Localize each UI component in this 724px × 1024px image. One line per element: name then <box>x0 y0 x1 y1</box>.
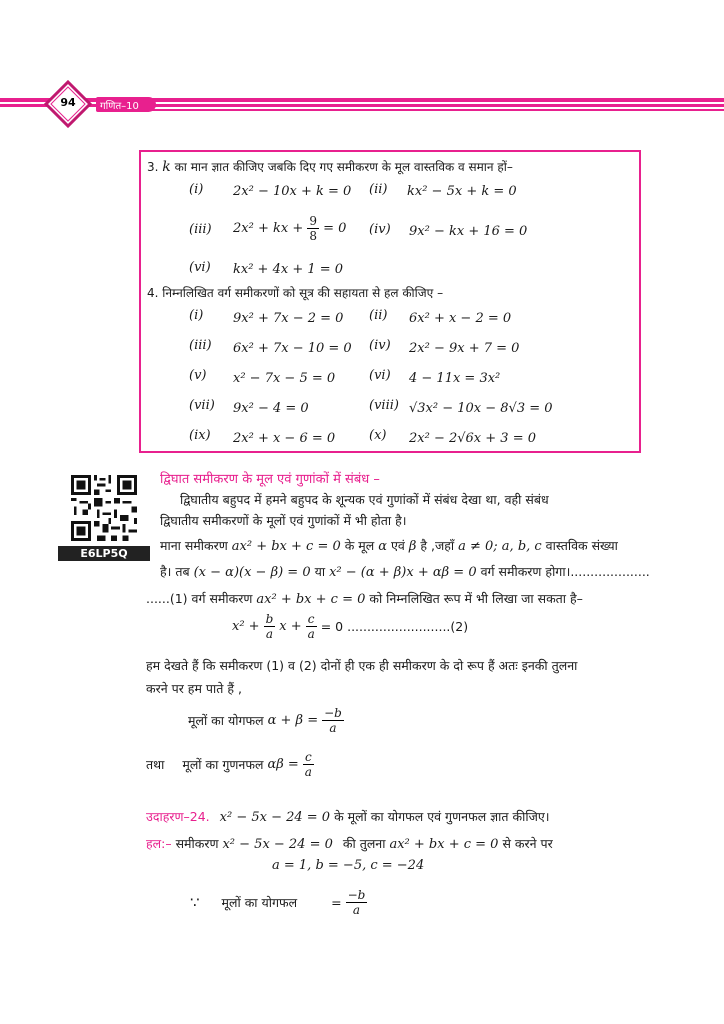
because-symbol: ∵ <box>190 893 200 912</box>
q4-part-label: (iii) <box>189 338 212 353</box>
q3-part-equation: 9x² − kx + 16 = 0 <box>409 224 528 239</box>
q4-part-label: (x) <box>369 428 387 443</box>
q4-part-equation: 6x² + 7x − 10 = 0 <box>233 341 352 356</box>
paragraph-line: द्विघातीय बहुपद में हमने बहुपद के शून्यक एवं गुणांकों में संबंध देखा था, वही संबंध <box>180 492 549 507</box>
q4-part-equation: 2x² − 2√6x + 3 = 0 <box>409 431 536 446</box>
paragraph-line: हम देखते हैं कि समीकरण (1) व (2) दोनों ही एक ही समीकरण के दो रूप हैं अतः इनकी तुलना <box>146 658 578 673</box>
question-3: 3. k का मान ज्ञात कीजिए जबकि दिए गए समीकरण के मूल वास्तविक व समान हों– <box>147 159 513 175</box>
page-number: 94 <box>60 96 76 109</box>
q4-part-label: (ix) <box>189 428 211 443</box>
q4-part-equation: √3x² − 10x − 8√3 = 0 <box>409 401 553 416</box>
q4-part-equation: 2x² − 9x + 7 = 0 <box>409 341 520 356</box>
q3-part-equation: kx² + 4x + 1 = 0 <box>233 262 344 277</box>
solution-sum-line: ∵ मूलों का योगफल = $\frac{-b}{a}$ <box>190 888 366 917</box>
q4-part-label: (vi) <box>369 368 391 383</box>
paragraph-line: माना समीकरण ax² + bx + c = 0 के मूल α एवं β है ,जहाँ a ≠ 0; a, b, c वास्तविक संख्या <box>160 538 618 554</box>
q4-part-equation: x² − 7x − 5 = 0 <box>233 371 336 386</box>
book-title: गणित–10 <box>100 101 139 112</box>
solution-line: हल:– समीकरण x² − 5x − 24 = 0 की तुलना ax² + bx + c = 0 से करने पर <box>146 836 553 852</box>
q4-part-label: (i) <box>189 308 204 323</box>
q4-part-label: (viii) <box>369 398 399 413</box>
q3-part-label: (vi) <box>189 260 211 275</box>
paragraph-line: द्विघातीय समीकरणों के मूलों एवं गुणांकों में भी होता है। <box>160 513 407 528</box>
qr-code-image[interactable] <box>58 472 150 544</box>
q4-part-equation: 9x² + 7x − 2 = 0 <box>233 311 344 326</box>
q4-part-label: (iv) <box>369 338 391 353</box>
sum-of-roots-formula: मूलों का योगफल α + β = $\frac{-b}{a}$ <box>188 706 342 735</box>
q3-part-label: (ii) <box>369 182 388 197</box>
q4-part-equation: 4 − 11x = 3x² <box>409 371 501 386</box>
q3-part-equation: 2x² − 10x + k = 0 <box>233 184 352 199</box>
q4-part-equation: 2x² + x − 6 = 0 <box>233 431 336 446</box>
q4-part-equation: 6x² + x − 2 = 0 <box>409 311 512 326</box>
question-4: 4. निम्नलिखित वर्ग समीकरणों को सूत्र की सहायता से हल कीजिए – <box>147 286 444 300</box>
paragraph-line: ......(1) वर्ग समीकरण ax² + bx + c = 0 को निम्नलिखित रूप में भी लिखा जा सकता है– <box>146 591 583 607</box>
q4-part-label: (ii) <box>369 308 388 323</box>
q3-part-label: (iv) <box>369 222 391 237</box>
qr-code-label: E6LP5Q <box>58 546 150 561</box>
q4-part-label: (v) <box>189 368 207 383</box>
q3-part-label: (i) <box>189 182 204 197</box>
example-24: उदाहरण–24. x² − 5x − 24 = 0 के मूलों का योगफल एवं गुणनफल ज्ञात कीजिए। <box>146 809 550 825</box>
q4-part-label: (vii) <box>189 398 215 413</box>
q3-part-equation: kx² − 5x + k = 0 <box>407 184 517 199</box>
product-of-roots-formula: तथा मूलों का गुणनफल αβ = $\frac{c}{a}$ <box>146 750 312 779</box>
q4-part-equation: 9x² − 4 = 0 <box>233 401 309 416</box>
q3-part-label: (iii) <box>189 222 212 237</box>
equation-2: x² + $\frac{b}{a}$ x + $\frac{c}{a}$ = 0 ..........................(2) <box>232 612 469 641</box>
paragraph-line: है। तब (x − α)(x − β) = 0 या x² − (α + β)x + αβ = 0 वर्ग समीकरण होगा।.................... <box>160 564 650 580</box>
q3-part-equation: 2x² + kx + $\frac{9}{8}$ = 0 <box>233 214 347 243</box>
exercise-box <box>139 150 641 453</box>
section-heading: द्विघात समीकरण के मूल एवं गुणांकों में संबंध – <box>160 472 380 487</box>
solution-coefficients: a = 1, b = −5, c = −24 <box>272 858 425 873</box>
paragraph-line: करने पर हम पाते हैं , <box>146 681 242 696</box>
